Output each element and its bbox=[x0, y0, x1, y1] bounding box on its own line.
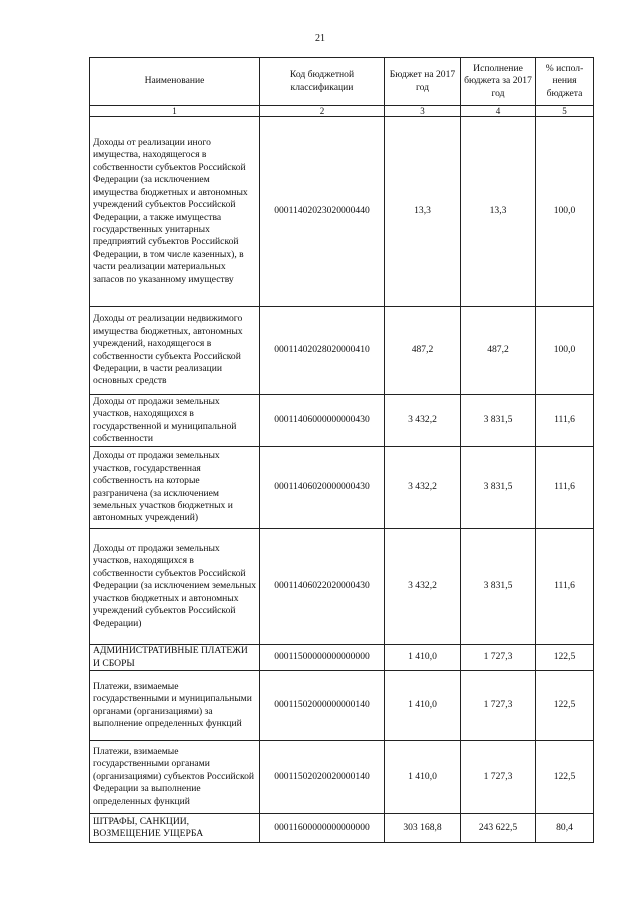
header-percent: % испол-нения бюджета bbox=[536, 58, 594, 106]
row-percent: 111,6 bbox=[536, 447, 594, 529]
table-row bbox=[90, 117, 594, 307]
row-budget: 3 432,2 bbox=[385, 395, 461, 447]
column-number: 1 bbox=[90, 106, 260, 117]
column-number-row bbox=[90, 106, 594, 117]
row-code: 00011600000000000000 bbox=[260, 814, 385, 843]
row-budget: 1 410,0 bbox=[385, 645, 461, 671]
column-number: 3 bbox=[385, 106, 461, 117]
row-name: Доходы от реализации недвижимого имущества бюджетных, автономных учреждений, находящегося в собственности субъекта Российской Федерации, в части реализации основных средств bbox=[90, 307, 260, 395]
row-execution: 487,2 bbox=[461, 307, 536, 395]
row-percent: 80,4 bbox=[536, 814, 594, 843]
column-number: 4 bbox=[461, 106, 536, 117]
header-name: Наименование bbox=[90, 58, 260, 106]
row-code: 00011502020020000140 bbox=[260, 741, 385, 814]
header-code: Код бюджетной классификации bbox=[260, 58, 385, 106]
row-name: Доходы от продажи земельных участков, находящихся в собственности субъектов Российской Федерации (за исключением земельных участков бюджетных и автономных учреждений субъектов Российской Федерации) bbox=[90, 529, 260, 645]
row-execution: 3 831,5 bbox=[461, 395, 536, 447]
table-row bbox=[90, 395, 594, 447]
row-code: 00011402028020000410 bbox=[260, 307, 385, 395]
row-name: АДМИНИСТРАТИВНЫЕ ПЛАТЕЖИ И СБОРЫ bbox=[90, 645, 260, 671]
row-execution: 1 727,3 bbox=[461, 741, 536, 814]
table-row bbox=[90, 741, 594, 814]
column-number: 5 bbox=[536, 106, 594, 117]
row-name: Доходы от реализации иного имущества, находящегося в собственности субъектов Российской Федерации (за исключением имущества бюджетных и автономных учреждений субъектов Российской Федерации, а также имущества государственных унитарных предприятий субъектов Российской Федерации, в том числе казенных), в части реализации материальных запасов по указанному имуществу bbox=[90, 117, 260, 307]
table-row bbox=[90, 814, 594, 843]
table-row bbox=[90, 307, 594, 395]
row-code: 00011402023020000440 bbox=[260, 117, 385, 307]
row-code: 00011502000000000140 bbox=[260, 671, 385, 741]
row-execution: 1 727,3 bbox=[461, 645, 536, 671]
row-budget: 3 432,2 bbox=[385, 529, 461, 645]
row-budget: 303 168,8 bbox=[385, 814, 461, 843]
row-percent: 122,5 bbox=[536, 741, 594, 814]
row-percent: 111,6 bbox=[536, 529, 594, 645]
row-percent: 122,5 bbox=[536, 671, 594, 741]
row-code: 00011406000000000430 bbox=[260, 395, 385, 447]
table-row bbox=[90, 645, 594, 671]
row-name: Доходы от продажи земельных участков, находящихся в государственной и муниципальной собственности bbox=[90, 395, 260, 447]
column-number: 2 bbox=[260, 106, 385, 117]
row-execution: 1 727,3 bbox=[461, 671, 536, 741]
row-percent: 100,0 bbox=[536, 307, 594, 395]
row-execution: 243 622,5 bbox=[461, 814, 536, 843]
row-execution: 13,3 bbox=[461, 117, 536, 307]
table-row bbox=[90, 447, 594, 529]
table-header-row bbox=[90, 58, 594, 106]
table-row bbox=[90, 529, 594, 645]
table-row bbox=[90, 671, 594, 741]
row-name: ШТРАФЫ, САНКЦИИ, ВОЗМЕЩЕНИЕ УЩЕРБА bbox=[90, 814, 260, 843]
header-execution: Исполнение бюджета за 2017 год bbox=[461, 58, 536, 106]
row-name: Платежи, взимаемые государственными и муниципальными органами (организациями) за выполнение определенных функций bbox=[90, 671, 260, 741]
row-percent: 122,5 bbox=[536, 645, 594, 671]
row-percent: 100,0 bbox=[536, 117, 594, 307]
header-budget: Бюджет на 2017 год bbox=[385, 58, 461, 106]
row-code: 00011406022020000430 bbox=[260, 529, 385, 645]
row-name: Доходы от продажи земельных участков, государственная собственность на которые разграничена (за исключением земельных участков бюджетных и автономных учреждений) bbox=[90, 447, 260, 529]
row-budget: 487,2 bbox=[385, 307, 461, 395]
row-percent: 111,6 bbox=[536, 395, 594, 447]
row-execution: 3 831,5 bbox=[461, 447, 536, 529]
row-budget: 3 432,2 bbox=[385, 447, 461, 529]
row-name: Платежи, взимаемые государственными органами (организациями) субъектов Российской Федерации за выполнение определенных функций bbox=[90, 741, 260, 814]
row-budget: 1 410,0 bbox=[385, 741, 461, 814]
budget-execution-table bbox=[89, 57, 594, 843]
row-budget: 1 410,0 bbox=[385, 671, 461, 741]
row-budget: 13,3 bbox=[385, 117, 461, 307]
row-code: 00011406020000000430 bbox=[260, 447, 385, 529]
row-code: 00011500000000000000 bbox=[260, 645, 385, 671]
row-execution: 3 831,5 bbox=[461, 529, 536, 645]
page-number: 21 bbox=[315, 33, 325, 44]
